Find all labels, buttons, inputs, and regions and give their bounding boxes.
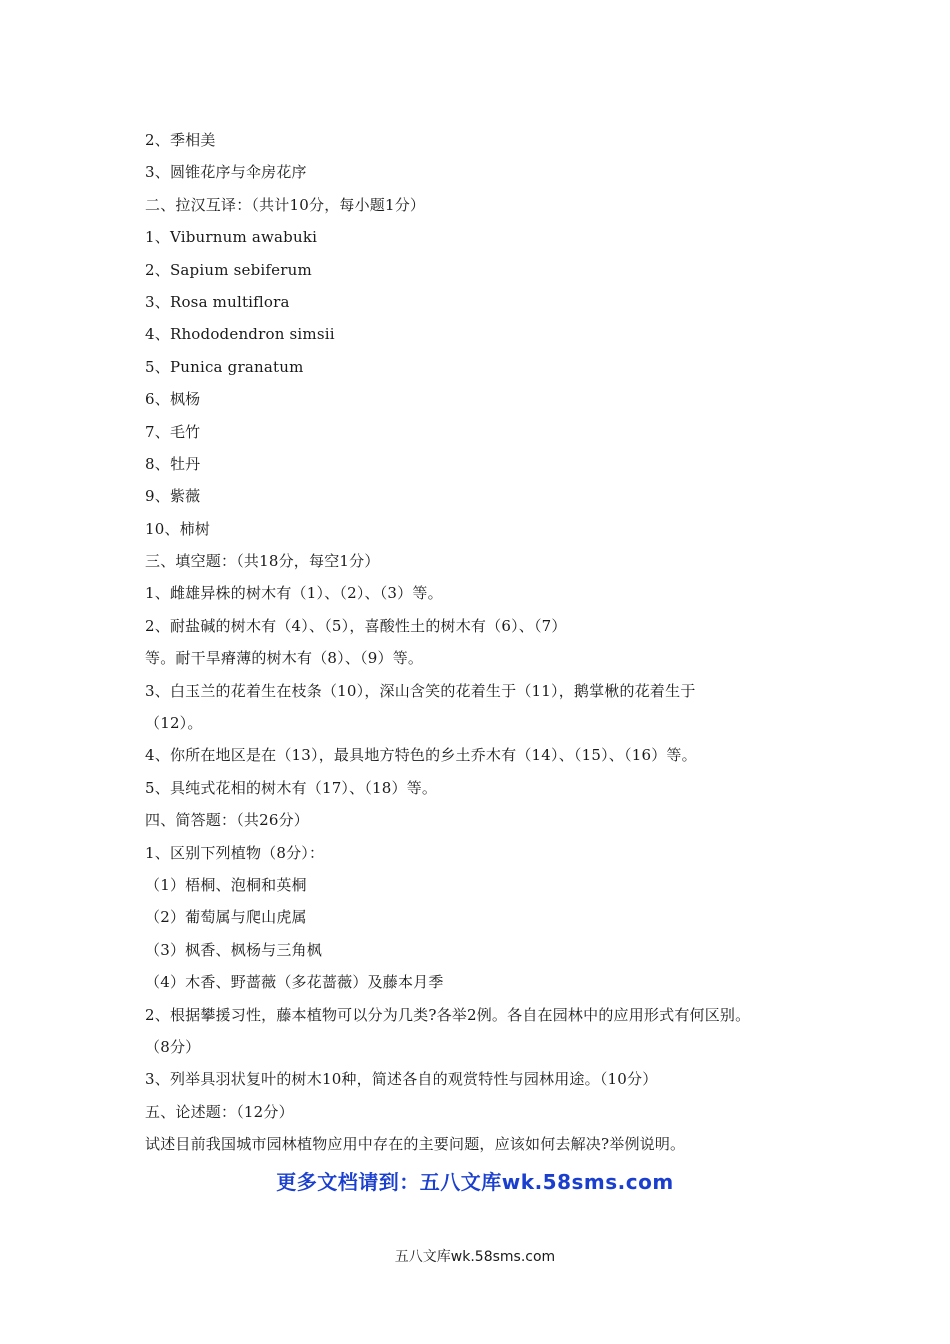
text-line: 2、季相美 bbox=[145, 131, 216, 149]
promo-link[interactable]: 更多文档请到：五八文库wk.58sms.com bbox=[276, 1170, 674, 1194]
text-line: 等。耐干旱瘠薄的树木有（8）、（9）等。 bbox=[145, 649, 424, 668]
text-line: 1、Viburnum awabuki bbox=[145, 228, 318, 247]
text-line: （8分） bbox=[145, 1037, 201, 1056]
document-body bbox=[145, 124, 835, 1161]
page-footer: 五八文库wk.58sms.com bbox=[394, 1249, 556, 1265]
text-line: 3、白玉兰的花着生在枝条（10），深山含笑的花着生于（11），鹅掌楸的花着生于 bbox=[145, 681, 696, 700]
text-line: 3、Rosa multiflora bbox=[145, 292, 290, 311]
text-line: 2、耐盐碱的树木有（4）、（5），喜酸性土的树木有（6）、（7） bbox=[145, 616, 567, 635]
text-line: （1）梧桐、泡桐和英桐 bbox=[145, 875, 307, 894]
text-line: 1、区别下列植物（8分）： bbox=[145, 843, 325, 862]
text-line: 3、圆锥花序与伞房花序 bbox=[145, 163, 307, 182]
section-heading: 二、拉汉互译：（共计10分，每小题1分） bbox=[145, 195, 426, 214]
text-line: 10、柿树 bbox=[145, 519, 211, 538]
text-line: 5、具纯式花相的树木有（17）、（18）等。 bbox=[145, 778, 438, 797]
text-line: 2、Sapium sebiferum bbox=[145, 260, 312, 279]
text-line: 1、雌雄异株的树木有（1）、（2）、（3）等。 bbox=[145, 584, 443, 603]
text-line: 7、毛竹 bbox=[145, 422, 201, 441]
text-line: 9、紫薇 bbox=[145, 487, 201, 506]
section-heading: 五、论述题：（12分） bbox=[145, 1102, 294, 1121]
text-line: 试述目前我国城市园林植物应用中存在的主要问题，应该如何去解决?举例说明。 bbox=[145, 1135, 686, 1154]
section-heading: 三、填空题：（共18分，每空1分） bbox=[145, 552, 380, 571]
text-line: （12）。 bbox=[145, 714, 203, 733]
text-line: 3、列举具羽状复叶的树木10种，简述各自的观赏特性与园林用途。（10分） bbox=[145, 1070, 658, 1089]
text-line: 2、根据攀援习性，藤本植物可以分为几类?各举2例。各自在园林中的应用形式有何区别。 bbox=[145, 1005, 751, 1024]
text-line: 6、枫杨 bbox=[145, 390, 201, 409]
text-line: （2）葡萄属与爬山虎属 bbox=[145, 908, 307, 927]
text-line: 4、Rhododendron simsii bbox=[145, 325, 335, 344]
text-line: （3）枫香、枫杨与三角枫 bbox=[145, 940, 322, 959]
text-line: 5、Punica granatum bbox=[145, 357, 304, 376]
text-line: （4）木香、野蔷薇（多花蔷薇）及藤本月季 bbox=[145, 973, 444, 992]
section-heading: 四、简答题：（共26分） bbox=[145, 811, 309, 830]
text-line: 8、牡丹 bbox=[145, 454, 201, 473]
text-line: 4、你所在地区是在（13），最具地方特色的乡土乔木有（14）、（15）、（16）等。 bbox=[145, 746, 697, 765]
